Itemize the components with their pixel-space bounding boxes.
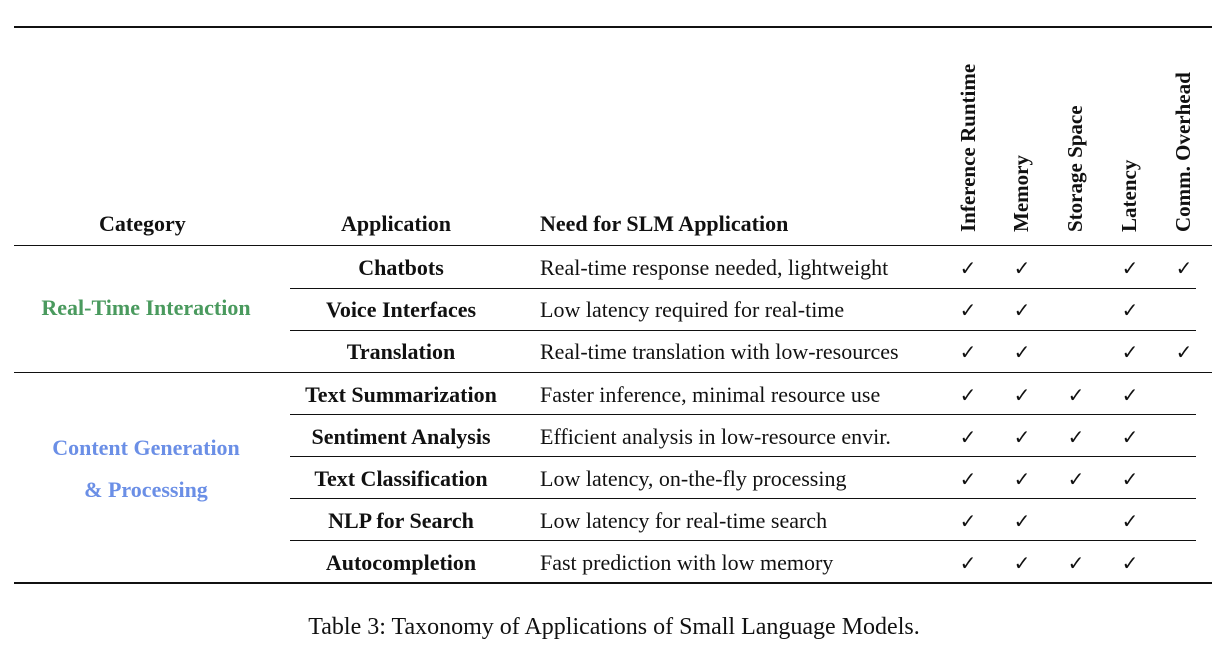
application-cell: NLP for Search [328, 508, 474, 533]
need-cell: Fast prediction with low memory [540, 550, 834, 575]
check-mark-icon: ✓ [959, 298, 977, 322]
header-comm-overhead: Comm. Overhead [1171, 72, 1195, 232]
application-cell: Translation [346, 339, 456, 364]
check-mark-icon: ✓ [959, 509, 977, 533]
check-mark-icon: ✓ [1013, 509, 1031, 533]
application-cell: Text Summarization [305, 382, 497, 407]
category-line: Content Generation [52, 435, 240, 460]
check-mark-icon: ✓ [1121, 256, 1139, 280]
check-mark-icon: ✓ [1013, 467, 1031, 491]
need-cell: Faster inference, minimal resource use [540, 382, 881, 407]
table-row [0, 289, 1228, 331]
header-memory: Memory [1009, 155, 1033, 232]
check-mark-icon: ✓ [1067, 551, 1085, 575]
header-inference-runtime: Inference Runtime [956, 63, 980, 232]
check-mark-icon: ✓ [959, 467, 977, 491]
need-cell: Low latency, on-the-fly processing [540, 466, 847, 491]
header-need: Need for SLM Application [540, 211, 789, 236]
check-mark-icon: ✓ [1121, 298, 1139, 322]
check-mark-icon: ✓ [1121, 551, 1139, 575]
table-top-rule [14, 26, 1212, 28]
need-cell: Low latency required for real-time [540, 297, 845, 322]
application-cell: Sentiment Analysis [311, 424, 491, 449]
table-row [0, 331, 1228, 373]
check-mark-icon: ✓ [959, 383, 977, 407]
need-cell: Efficient analysis in low-resource envir. [540, 424, 891, 449]
need-cell: Real-time translation with low-resources [540, 339, 899, 364]
check-mark-icon: ✓ [1121, 425, 1139, 449]
check-mark-icon: ✓ [1121, 383, 1139, 407]
category-line: Real-Time Interaction [41, 295, 251, 320]
application-cell: Autocompletion [325, 550, 477, 575]
table-caption: Table 3: Taxonomy of Applications of Small Language Models. [308, 614, 920, 640]
check-mark-icon: ✓ [959, 551, 977, 575]
header-category: Category [99, 211, 186, 236]
check-mark-icon: ✓ [1013, 340, 1031, 364]
check-mark-icon: ✓ [1013, 551, 1031, 575]
table-row [0, 247, 1228, 289]
check-mark-icon: ✓ [1121, 340, 1139, 364]
check-mark-icon: ✓ [1067, 383, 1085, 407]
check-mark-icon: ✓ [1013, 256, 1031, 280]
table-row [0, 542, 1228, 584]
check-mark-icon: ✓ [1175, 340, 1193, 364]
check-mark-icon: ✓ [959, 340, 977, 364]
table-row [0, 458, 1228, 500]
table-row [0, 416, 1228, 458]
check-mark-icon: ✓ [959, 425, 977, 449]
table-row [0, 500, 1228, 542]
check-mark-icon: ✓ [1013, 383, 1031, 407]
need-cell: Low latency for real-time search [540, 508, 828, 533]
application-cell: Chatbots [358, 255, 444, 280]
category-line: & Processing [84, 477, 208, 502]
header-storage-space: Storage Space [1063, 105, 1087, 232]
application-cell: Text Classification [314, 466, 488, 491]
need-cell: Real-time response needed, lightweight [540, 255, 889, 280]
header-bottom-rule [14, 245, 1212, 246]
check-mark-icon: ✓ [1067, 467, 1085, 491]
check-mark-icon: ✓ [1013, 425, 1031, 449]
check-mark-icon: ✓ [1175, 256, 1193, 280]
check-mark-icon: ✓ [1067, 425, 1085, 449]
header-application: Application [341, 211, 452, 236]
table-row [0, 374, 1228, 416]
check-mark-icon: ✓ [1013, 298, 1031, 322]
application-cell: Voice Interfaces [325, 297, 477, 322]
check-mark-icon: ✓ [1121, 509, 1139, 533]
header-latency: Latency [1117, 159, 1141, 232]
check-mark-icon: ✓ [1121, 467, 1139, 491]
check-mark-icon: ✓ [959, 256, 977, 280]
